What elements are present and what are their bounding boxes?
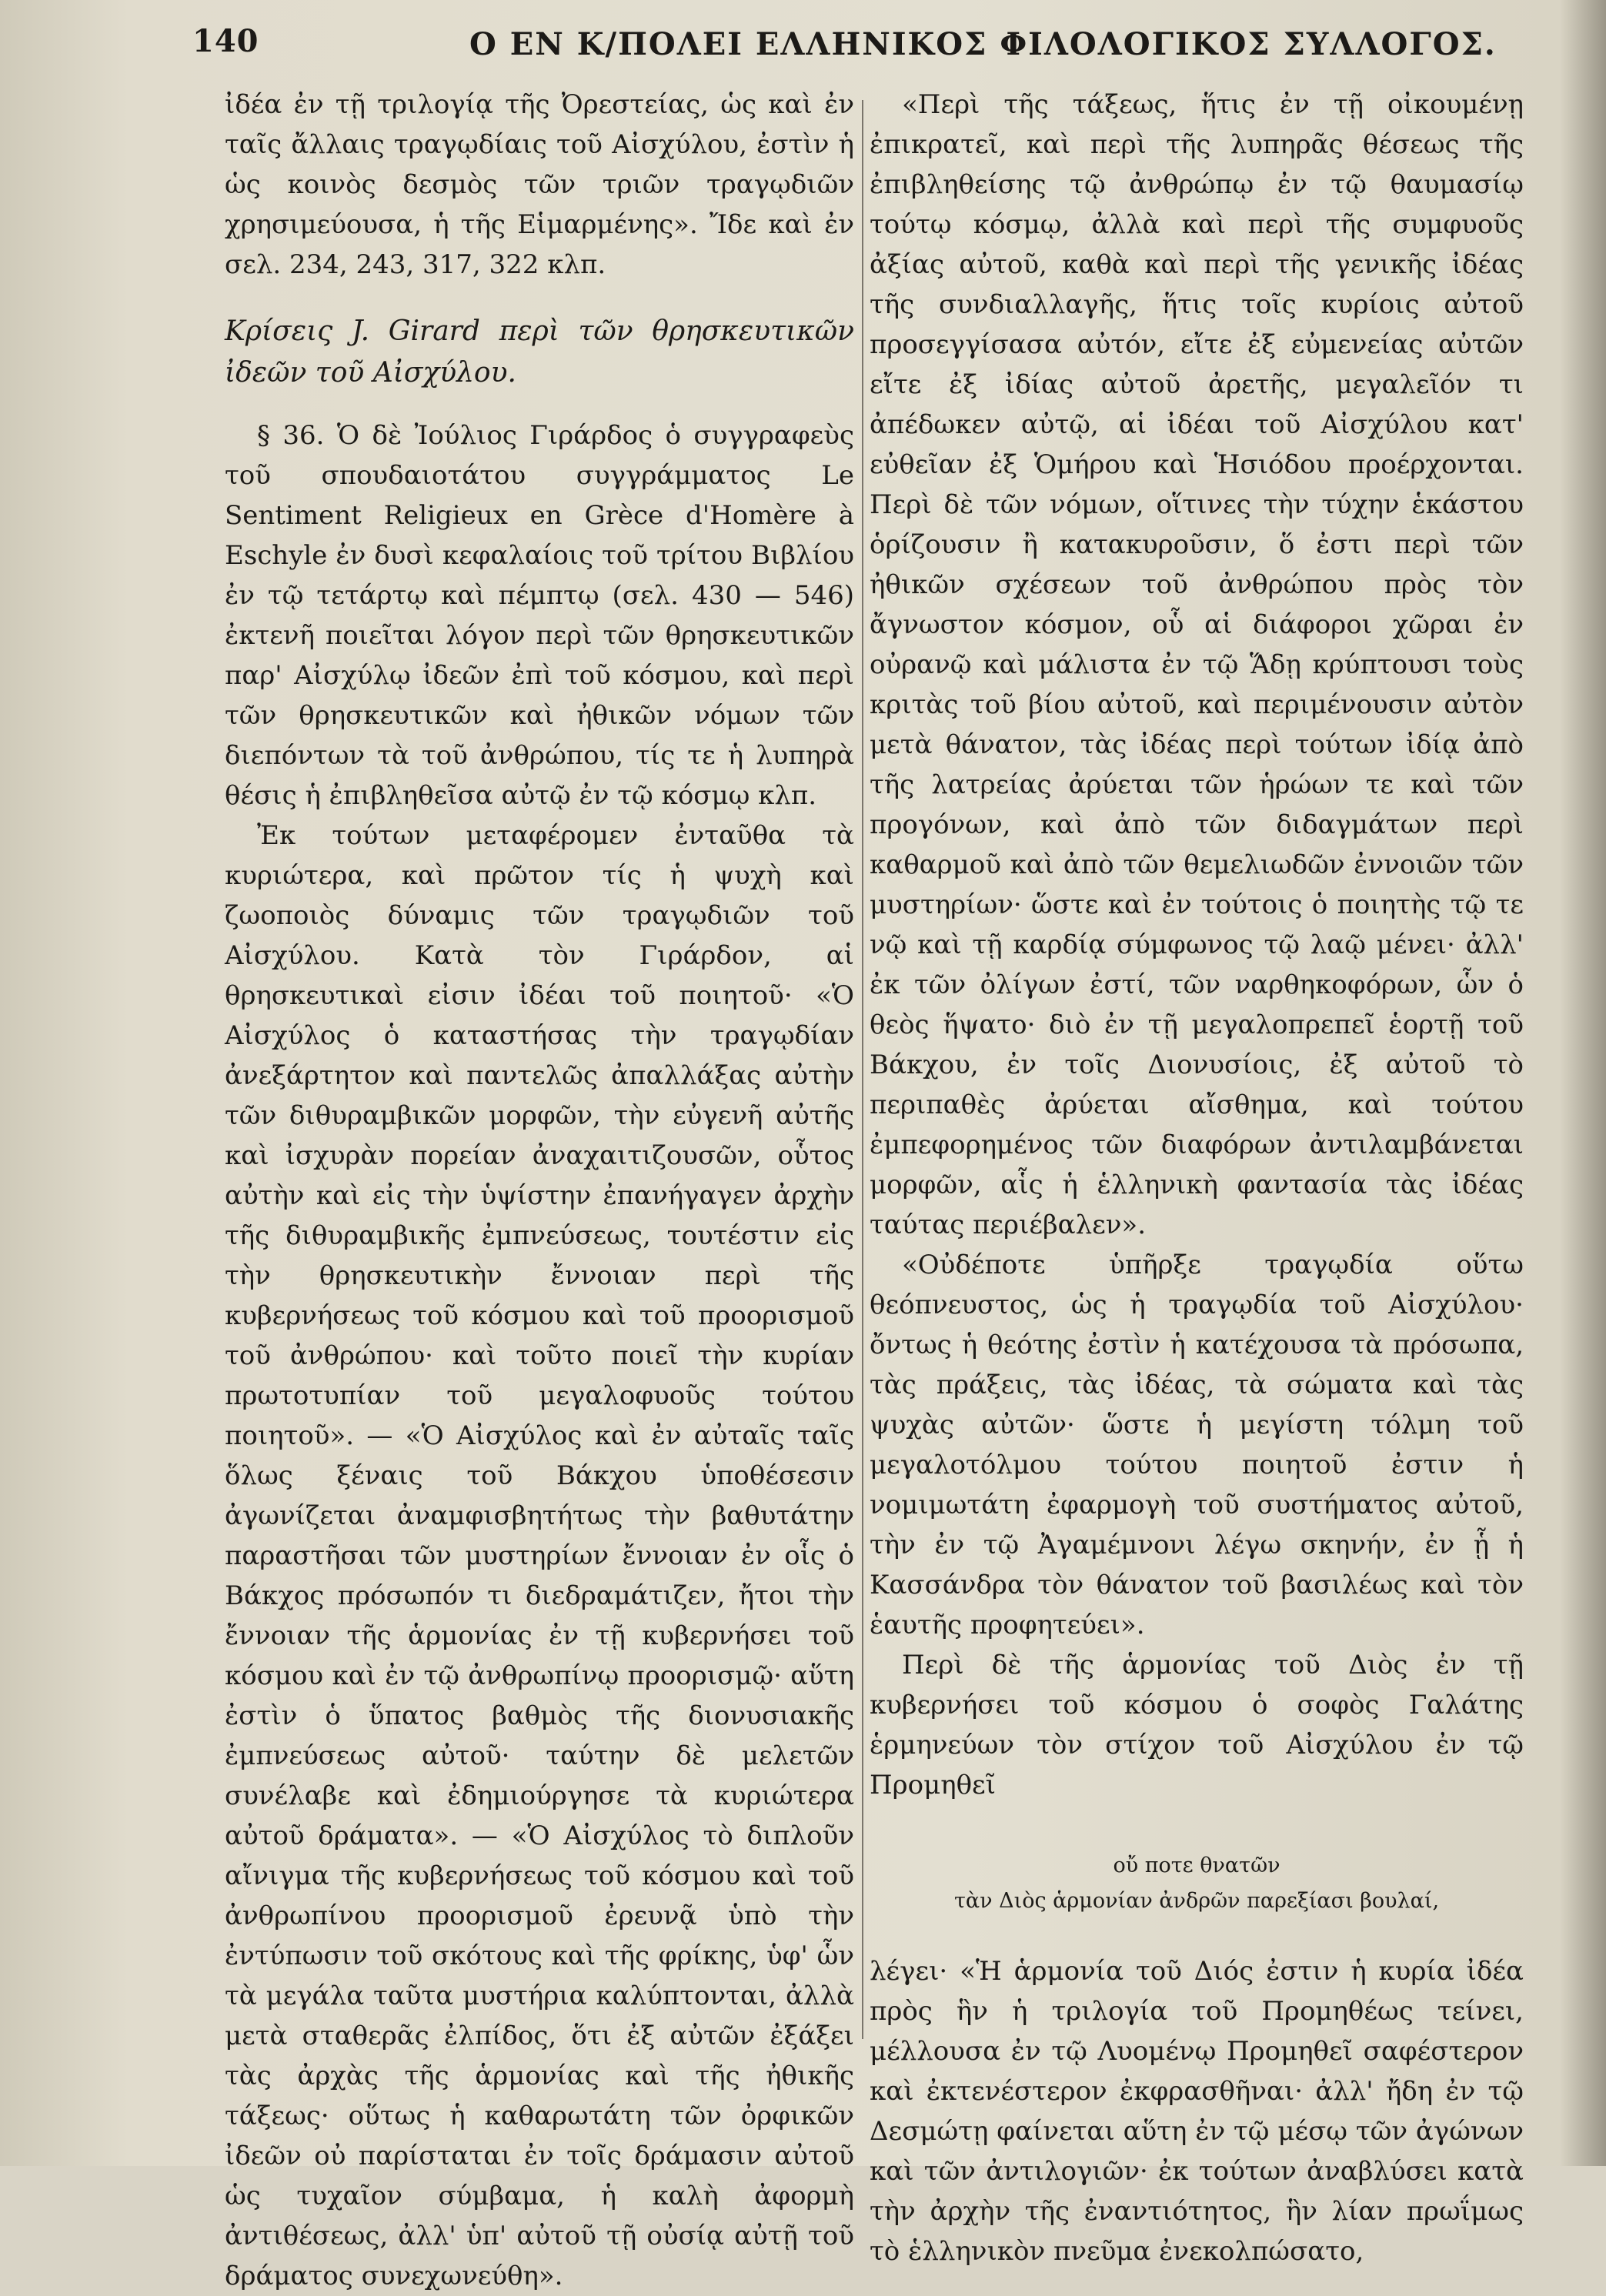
page-number: 140: [192, 23, 259, 59]
verse-line: οὔ ποτε θνατῶν: [1113, 1854, 1280, 1877]
paragraph: Ἐκ τούτων μεταφέρομεν ἐνταῦθα τὰ κυριώτερα, καὶ πρῶτον τίς ἡ ψυχὴ καὶ ζωοποιὸς δύναμις τῶν τραγῳδιῶν τοῦ Αἰσχύλου. Κατὰ τὸν Γιράρδον, αἱ θρησκευτικαὶ εἰσιν ἰδέαι τοῦ ποιητοῦ· «Ὁ Αἰσχύλος ὁ καταστήσας τὴν τραγῳδίαν ἀνεξάρτητον καὶ παντελῶς ἀπαλλάξας αὐτὴν τῶν διθυραμβικῶν μορφῶν, τὴν εὐγενῆ αὐτῆς καὶ ἰσχυρὰν πορείαν ἀναχαιτιζουσῶν, οὗτος αὐτὴν καὶ εἰς τὴν ὑψίστην ἐπανήγαγεν ἀρχὴν τῆς διθυραμβικῆς ἐμπνεύσεως, τουτέστιν εἰς τὴν θρησκευτικὴν ἔννοιαν περὶ τῆς κυβερνήσεως τοῦ κόσμου καὶ τοῦ προορισμοῦ τοῦ ἀνθρώπου· καὶ τοῦτο ποιεῖ τὴν κυρίαν πρωτοτυπίαν τοῦ μεγαλοφυοῦς τούτου ποιητοῦ». — «Ὁ Αἰσχύλος καὶ ἐν αὐταῖς ταῖς ὅλως ξέναις τοῦ Βάκχου ὑποθέσεσιν ἀγωνίζεται ἀναμφισβητήτως τὴν βαθυτάτην παραστῆσαι τῶν μυστηρίων ἔννοιαν ἐν οἷς ὁ Βάκχος πρόσωπόν τι διεδραμάτιζεν, ἤτοι τὴν ἔννοιαν τῆς ἁρμονίας ἐν τῇ κυβερνήσει τοῦ κόσμου καὶ ἐν τῷ ἀνθρωπίνῳ προορισμῷ· αὕτη ἐστὶν ὁ ὕπατος βαθμὸς τῆς διονυσιακῆς ἐμπνεύσεως αὐτοῦ· ταύτην δὲ μελετῶν συνέλαβε καὶ ἐδημιούργησε τὰ κυριώτερα αὐτοῦ δράματα». — «Ὁ Αἰσχύλος τὸ διπλοῦν αἴνιγμα τῆς κυβερνήσεως τοῦ κόσμου καὶ τοῦ ἀνθρωπίνου προορισμοῦ ἐρευνᾷ ὑπὸ τὴν ἐντύπωσιν τοῦ σκότους καὶ τῆς φρίκης, ὑφ' ὧν τὰ μεγάλα ταῦτα μυστήρια καλύπτονται, ἀλλὰ μετὰ σταθερᾶς ἐλπίδος, ὅτι ἐξ αὐτῶν ἐξάξει τὰς ἀρχὰς τῆς ἁρμονίας καὶ τῆς ἠθικῆς τάξεως· οὕτως ἡ καθαρωτάτη τῶν ὀρφικῶν ἰδεῶν οὐ παρίσταται ἐν τοῖς δράμασιν αὐτοῦ ὡς τυχαῖον σύμβαμα, ἡ καλὴ ἀφορμὴ ἀντιθέσεως, ἀλλ' ὑπ' αὐτοῦ τῇ οὐσίᾳ αὐτῇ τοῦ δράματος συνεχωνεύθη».: [225, 820, 854, 2291]
left-column: [225, 85, 854, 2296]
paragraph: λέγει· «Ἡ ἁρμονία τοῦ Διός ἐστιν ἡ κυρία ἰδέα πρὸς ἣν ἡ τριλογία τοῦ Προμηθέως τείνει, μέλλουσα ἐν τῷ Λυομένῳ Προμηθεῖ σαφέστερον καὶ ἐκτενέστερον ἐκφρασθῆναι· ἀλλ' ἤδη ἐν τῷ Δεσμώτῃ φαίνεται αὕτη ἐν τῷ μέσῳ τῶν ἀγώνων καὶ τῶν ἀντιλογιῶν· ἐκ τούτων ἀναβλύσει κατὰ τὴν ἀρχὴν τῆς ἐναντιότητος, ἣν λίαν πρωΐμως τὸ ἑλληνικὸν πνεῦμα ἐνεκολπώσατο,: [870, 1956, 1524, 2267]
page-edge-shadow: [1560, 0, 1606, 2166]
verse-line: τὰν Διὸς ἁρμονίαν ἀνδρῶν παρεξίασι βουλαί,: [953, 1889, 1440, 1913]
paragraph: ἰδέα ἐν τῇ τριλογίᾳ τῆς Ὀρεστείας, ὡς καὶ ἐν ταῖς ἄλλαις τραγῳδίαις τοῦ Αἰσχύλου, ἐστὶν ἡ ὡς κοινὸς δεσμὸς τῶν τριῶν τραγῳδιῶν χρησιμεύουσα, ἡ τῆς Εἱμαρμένης». Ἴδε καὶ ἐν σελ. 234, 243, 317, 322 κλπ.: [225, 89, 854, 280]
right-column: [870, 85, 1524, 2271]
section-title: Κρίσεις J. Girard περὶ τῶν θρησκευτικῶν ἰδεῶν τοῦ Αἰσχύλου.: [225, 315, 854, 389]
paragraph: Περὶ δὲ τῆς ἁρμονίας τοῦ Διὸς ἐν τῇ κυβερνήσει τοῦ κόσμου ὁ σοφὸς Γαλάτης ἑρμηνεύων τὸν στίχον τοῦ Αἰσχύλου ἐν τῷ Προμηθεῖ: [870, 1650, 1524, 1800]
paragraph: § 36. Ὁ δὲ Ἰούλιος Γιράρδος ὁ συγγραφεὺς τοῦ σπουδαιοτάτου συγγράμματος Le Sentiment Religieux en Grèce d'Homère à Eschyle ἐν δυσὶ κεφαλαίοις τοῦ τρίτου Βιβλίου ἐν τῷ τετάρτῳ καὶ πέμπτῳ (σελ. 430 — 546) ἐκτενῆ ποιεῖται λόγον περὶ τῶν θρησκευτικῶν παρ' Αἰσχύλῳ ἰδεῶν ἐπὶ τοῦ κόσμου, καὶ περὶ τῶν θρησκευτικῶν καὶ ἠθικῶν νόμων τῶν διεπόντων τὰ τοῦ ἀνθρώπου, τίς τε ἡ λυπηρὰ θέσις ἡ ἐπιβληθεῖσα αὐτῷ ἐν τῷ κόσμῳ κλπ.: [225, 420, 854, 811]
paragraph: «Περὶ τῆς τάξεως, ἥτις ἐν τῇ οἰκουμένῃ ἐπικρατεῖ, καὶ περὶ τῆς λυπηρᾶς θέσεως τῆς ἐπιβληθείσης τῷ ἀνθρώπῳ ἐν τῷ θαυμασίῳ τούτῳ κόσμῳ, ἀλλὰ καὶ περὶ τῆς συμφυοῦς ἀξίας αὐτοῦ, καθὰ καὶ περὶ τῆς γενικῆς ἰδέας τῆς συνδιαλλαγῆς, ἥτις τοῖς κυρίοις αὐτοῦ προσεγγίσασα αὐτόν, εἴτε ἐξ εὐμενείας αὐτῶν εἴτε ἐξ ἰδίας αὐτοῦ ἀρετῆς, μεγαλεῖόν τι ἀπέδωκεν αὐτῷ, αἱ ἰδέαι τοῦ Αἰσχύλου κατ' εὐθεῖαν ἐξ Ὁμήρου καὶ Ἡσιόδου προέρχονται. Περὶ δὲ τῶν νόμων, οἵτινες τὴν τύχην ἑκάστου ὁρίζουσιν ἢ κατακυροῦσιν, ὅ ἐστι περὶ τῶν ἠθικῶν σχέσεων τοῦ ἀνθρώπου πρὸς τὸν ἄγνωστον κόσμον, οὗ αἱ διάφοροι χῶραι ἐν οὐρανῷ καὶ μάλιστα ἐν τῷ Ἅδῃ κρύπτουσι τοὺς κριτὰς τοῦ βίου αὐτοῦ, καὶ περιμένουσιν αὐτὸν μετὰ θάνατον, τὰς ἰδέας περὶ τούτων ἰδίᾳ ἀπὸ τῆς λατρείας ἀρύεται τῶν ἡρώων τε καὶ τῶν προγόνων, καὶ ἀπὸ τῶν διδαγμάτων περὶ καθαρμοῦ καὶ ἀπὸ τῶν θεμελιωδῶν ἐννοιῶν τῶν μυστηρίων· ὥστε καὶ ἐν τούτοις ὁ ποιητὴς τῷ τε νῷ καὶ τῇ καρδίᾳ σύμφωνος τῷ λαῷ μένει· ἀλλ' ἐκ τῶν ὀλίγων ἐστί, τῶν ναρθηκοφόρων, ὧν ὁ θεὸς ἥψατο· διὸ ἐν τῇ μεγαλοπρεπεῖ ἑορτῇ τοῦ Βάκχου, ἐν τοῖς Διονυσίοις, ἐξ αὐτοῦ τὸ περιπαθὲς ἀρύεται αἴσθημα, καὶ τούτου ἐμπεφορημένος τῶν διαφόρων ἀντιλαμβάνεται μορφῶν, αἷς ἡ ἑλληνικὴ φαντασία τὰς ἰδέας ταύτας περιέβαλεν».: [870, 89, 1524, 1240]
running-title: Ο ΕΝ Κ/ΠΟΛΕΙ ΕΛΛΗΝΙΚΟΣ ΦΙΛΟΛΟΓΙΚΟΣ ΣΥΛΛΟΓΟΣ.: [469, 26, 1497, 62]
verse-quotation: [870, 1848, 1524, 1919]
column-divider: [862, 100, 863, 2039]
page-header: [192, 23, 1562, 72]
paragraph: «Οὐδέποτε ὑπῆρξε τραγῳδία οὕτω θεόπνευστος, ὡς ἡ τραγῳδία τοῦ Αἰσχύλου· ὄντως ἡ θεότης ἐστὶν ἡ κατέχουσα τὰ πρόσωπα, τὰς πράξεις, τὰς ἰδέας, τὰ σώματα καὶ τὰς ψυχὰς αὐτῶν· ὥστε ἡ μεγίστη τόλμη τοῦ μεγαλοτόλμου τούτου ποιητοῦ ἐστιν ἡ νομιμωτάτη ἐφαρμογὴ τοῦ συστήματος αὐτοῦ, τὴν ἐν τῷ Ἀγαμέμνονι λέγω σκηνήν, ἐν ᾗ ἡ Κασσάνδρα τὸν θάνατον τοῦ βασιλέως καὶ τὸν ἑαυτῆς προφητεύει».: [870, 1250, 1524, 1640]
